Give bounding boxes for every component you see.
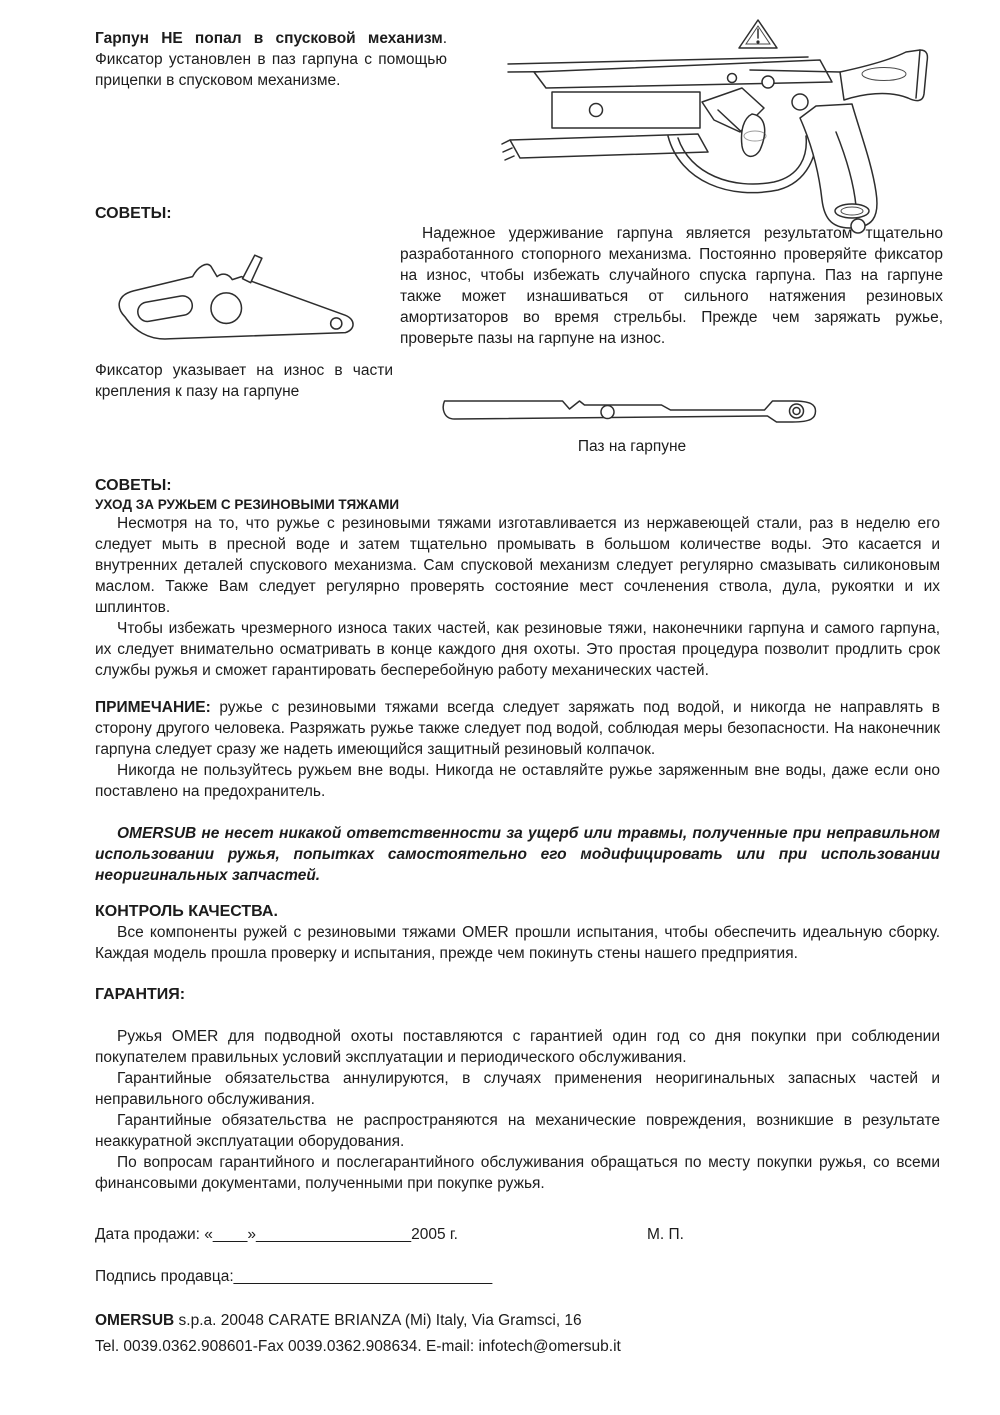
disclaimer-paragraph: OMERSUB не несет никакой ответственности за ущерб или травмы, полученные при неправильном использовании ружья, попытках самостоятельно его модифицировать или при использовании неоригинальных запчастей.	[95, 825, 940, 884]
warranty-paragraph-3: Гарантийные обязательства не распространяются на механические повреждения, возникшие в результате неаккуратной эксплуатации оборудования.	[95, 1112, 940, 1150]
fixator-figure	[103, 248, 378, 350]
retention-paragraph: Надежное удерживание гарпуна является результатом тщательно разработанного стопорного механизма. Постоянно проверяйте фиксатор на износ, чтобы избежать случайного спуска гарпуна. Паз на гарпуне также может изнашиваться от сильного натяжения резиновых амортизаторов во время стрельбы. Прежде чем заряжать ружье, проверьте пазы на гарпуне на износ.	[400, 225, 943, 347]
note-paragraph-2: Никогда не пользуйтесь ружьем вне воды. Никогда не оставляйте ружье заряженным вне воды, даже если оно поставлено на предохранитель.	[95, 762, 940, 800]
warranty-paragraph-2: Гарантийные обязательства аннулируются, в случаях применения неоригинальных запасных частей и неправильного обслуживания.	[95, 1070, 940, 1108]
footer	[95, 1308, 940, 1360]
footer-address-rest: s.p.a. 20048 CARATE BRIANZA (Mi) Italy, Via Gramsci, 16	[174, 1312, 582, 1329]
stamp-label: М. П.	[647, 1226, 684, 1243]
care-paragraph-1: Несмотря на то, что ружье с резиновыми тяжами изготавливается из нержавеющей стали, раз в неделю его следует мыть в пресной воде и затем тщательно промывать в большом количестве воды. Это касается и внутренних деталей спускового механизма. Сам спусковой механизм следует регулярно смазывать силиконовым маслом. Также Вам следует регулярно проверять состояние мест сочленения ствола, дула, рукоятки и их шплинтов.	[95, 515, 940, 616]
note-text: ружье с резиновыми тяжами всегда следует заряжать под водой, и никогда не направлять в сторону другого человека. Разряжать ружье также следует под водой, соблюдая меры безопасности. На наконечник гарпуна следует сразу же надеть имеющийся защитный резиновый колпачок.	[95, 699, 940, 758]
warning-triangle-icon	[739, 20, 777, 48]
signature-line: Подпись продавца:______________________________	[95, 1268, 493, 1285]
main-content	[95, 476, 940, 1360]
note-label: ПРИМЕЧАНИЕ:	[95, 699, 211, 716]
quality-paragraph: Все компоненты ружей с резиновыми тяжами OMER прошли испытания, чтобы обеспечить идеальную сборку. Каждая модель прошла проверку и испытания, прежде чем покинуть стены нашего предприятия.	[95, 924, 940, 962]
harpoon-caption: Паз на гарпуне	[577, 438, 687, 455]
speargun-figure	[500, 12, 940, 234]
footer-contacts: Tel. 0039.0362.908601-Fax 0039.0362.908634. E-mail: infotech@omersub.it	[95, 1338, 621, 1355]
intro-bold-lead: Гарпун НЕ попал в спусковой механизм	[95, 30, 443, 47]
warranty-paragraph-1: Ружья OMER для подводной охоты поставляются с гарантией один год со дня покупки при соблюдении покупателем правильных условий эксплуатации и периодического обслуживания.	[95, 1028, 940, 1066]
speargun-trigger-mechanism-diagram	[500, 12, 940, 234]
fixator-lever-diagram	[103, 248, 378, 350]
warranty-heading: ГАРАНТИЯ:	[95, 986, 186, 1003]
care-subheading: УХОД ЗА РУЖЬЕМ С РЕЗИНОВЫМИ ТЯЖАМИ	[95, 497, 400, 512]
intro-paragraph	[95, 28, 447, 91]
tips-heading: СОВЕТЫ:	[95, 205, 172, 222]
footer-address	[95, 1308, 940, 1334]
company-name: OMERSUB	[95, 1312, 175, 1329]
care-paragraph-2: Чтобы избежать чрезмерного износа таких частей, как резиновые тяжи, наконечники гарпуна и самого гарпуна, их следует внимательно осматривать в конце каждого дня охоты. Это простая процедура позволит продлить срок службы ружья и сможет гарантировать бесперебойную работу механических частей.	[95, 620, 940, 679]
intro-rest: . Фиксатор установлен в паз гарпуна с помощью прицепки в спусковом механизме.	[95, 30, 447, 89]
sale-date-row	[95, 1224, 940, 1245]
sale-date-line: Дата продажи: «____»__________________2005 г.	[95, 1226, 458, 1243]
warranty-paragraph-4: По вопросам гарантийного и послегарантийного обслуживания обращаться по месту покупки ружья, со всеми финансовыми документами, полученными при покупке ружья.	[95, 1154, 940, 1192]
note-paragraph	[95, 697, 940, 760]
fixator-caption: Фиксатор указывает на износ в части крепления к пазу на гарпуне	[95, 362, 393, 400]
care-heading: СОВЕТЫ:	[95, 477, 172, 494]
harpoon-figure	[433, 392, 831, 434]
harpoon-shaft-diagram	[433, 392, 831, 434]
quality-heading: КОНТРОЛЬ КАЧЕСТВА.	[95, 903, 278, 920]
